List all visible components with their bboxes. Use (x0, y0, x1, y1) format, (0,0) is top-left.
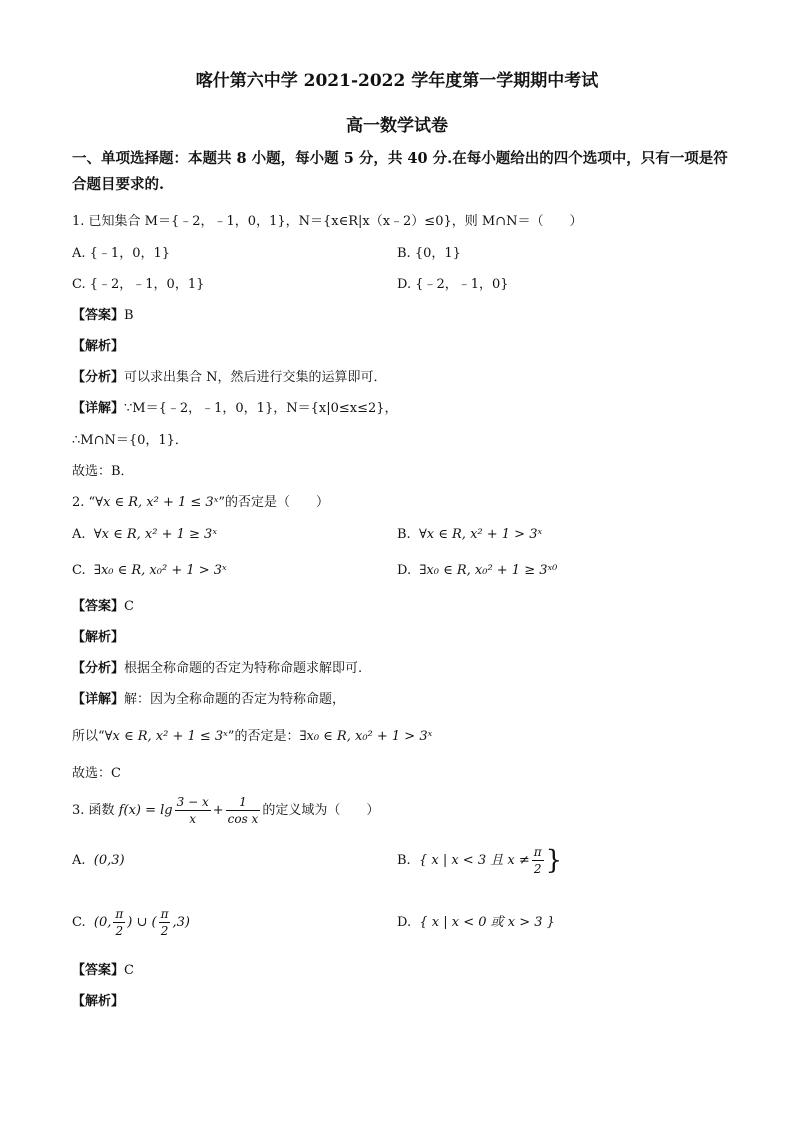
q2-stem-math: ∀x ∈ R, x² + 1 ≤ 3ˣ (95, 495, 219, 510)
q2-stem-pre: 2. “ (72, 495, 96, 510)
xiangjie-tag: 【详解】 (72, 401, 125, 416)
q3-option-b (397, 844, 562, 878)
q1-option-a: A. {﹣1，0，1} (72, 246, 171, 261)
frac-numerator: π (533, 845, 542, 859)
q1-option-c: C. {﹣2，﹣1，0，1} (72, 277, 205, 292)
opt-label: C. (72, 563, 86, 578)
brace-close: } (545, 845, 563, 876)
opt-label: C. (72, 915, 86, 930)
fenxi-tag: 【分析】 (72, 370, 125, 385)
frac-denominator: 2 (160, 924, 169, 938)
q2-stem (72, 494, 329, 512)
q1-xiangjie (72, 400, 398, 418)
answer-tag: 【答案】 (72, 963, 125, 978)
q2-fenxi (72, 660, 362, 678)
q2-result (72, 728, 432, 746)
plus-sign: + (212, 803, 224, 818)
q2-stem-post: ”的否定是（ ） (218, 495, 329, 510)
opt-label: A. (72, 853, 86, 868)
opt-math: ∀x ∈ R, x² + 1 ≥ 3ˣ (93, 527, 217, 542)
opt-math-part2: ) ∪ ( (127, 915, 157, 930)
q1-jiexi: 【解析】 (72, 339, 125, 354)
opt-math-part1: (0, (93, 915, 112, 930)
q2-xiangjie (72, 691, 345, 709)
q1-fenxi (72, 369, 387, 387)
fenxi-tag: 【分析】 (72, 661, 125, 676)
q2-result-mid: ”的否定是： (227, 729, 300, 744)
q2-result-math2: ∃x₀ ∈ R, x₀² + 1 > 3ˣ (299, 729, 433, 744)
q2-choose: 故选：C (72, 766, 121, 781)
opt-math-pre: { x | x < 3 且 x ≠ (418, 853, 530, 868)
q2-option-a (72, 526, 217, 544)
opt-label: B. (397, 527, 411, 542)
opt-math: (0,3) (93, 853, 125, 868)
opt-math-part3: ,3) (172, 915, 190, 930)
frac-denominator: x (189, 812, 197, 826)
opt-label: A. (72, 527, 86, 542)
pi-over-2 (159, 906, 171, 939)
frac-denominator: cos x (227, 812, 259, 826)
q3-jiexi: 【解析】 (72, 994, 125, 1009)
q2-option-d (397, 562, 557, 580)
opt-label: D. (397, 915, 412, 930)
q2-answer (72, 598, 134, 616)
opt-math: ∃x₀ ∈ R, x₀² + 1 > 3ˣ (93, 563, 227, 578)
q3-option-c (72, 906, 190, 940)
q3-fraction-1 (175, 794, 211, 827)
exam-subtitle: 高一数学试卷 (346, 116, 448, 136)
answer-value: C (124, 963, 134, 978)
q1-choose: 故选：B． (72, 464, 134, 479)
xiangjie-text: ∵M＝{﹣2，﹣1，0，1}，N＝{x|0≤x≤2}， (124, 401, 398, 416)
q3-stem-pre: 3. 函数 (72, 803, 115, 818)
exam-title: 喀什第六中学 2021-2022 学年度第一学期期中考试 (195, 71, 599, 91)
answer-value: C (124, 599, 134, 614)
opt-math: { x | x < 0 或 x > 3 } (419, 915, 555, 930)
frac-numerator: π (160, 907, 169, 921)
opt-label: B. (397, 853, 411, 868)
frac-numerator: 1 (226, 794, 261, 811)
answer-tag: 【答案】 (72, 308, 125, 323)
pi-over-2 (532, 844, 544, 877)
frac-denominator: 2 (533, 862, 542, 876)
q2-result-math1: ∀x ∈ R, x² + 1 ≤ 3ˣ (104, 729, 228, 744)
q1-result: ∴M∩N＝{0，1}． (72, 433, 188, 448)
q3-stem (72, 794, 379, 828)
q3-stem-post: 的定义域为（ ） (262, 803, 380, 818)
q2-option-c (72, 562, 227, 580)
answer-tag: 【答案】 (72, 599, 125, 614)
section-heading: 一、单项选择题：本题共 8 小题，每小题 5 分，共 40 分.在每小题给出的四个选项中，只有一项是符合题目要求的. (72, 150, 728, 193)
frac-denominator: 2 (115, 924, 124, 938)
q2-option-b (397, 526, 542, 544)
answer-value: B (124, 308, 134, 323)
q2-jiexi: 【解析】 (72, 630, 125, 645)
opt-label: D. (397, 563, 412, 578)
q3-function: f(x) = lg (118, 803, 173, 818)
q1-answer (72, 307, 134, 325)
xiangjie-tag: 【详解】 (72, 692, 125, 707)
fenxi-text: 根据全称命题的否定为特称命题求解即可. (124, 661, 363, 676)
q3-answer (72, 962, 134, 980)
q1-stem: 1. 已知集合 M＝{﹣2，﹣1，0，1}，N＝{x∈R|x（x﹣2）≤0}，则 M∩N＝（ ） (72, 214, 583, 229)
q3-fraction-2 (226, 794, 261, 827)
q2-result-pre: 所以“ (72, 729, 105, 744)
q3-option-d (397, 914, 555, 932)
q3-option-a (72, 852, 125, 870)
fenxi-text: 可以求出集合 N，然后进行交集的运算即可． (124, 370, 387, 385)
frac-numerator: 3 − x (176, 795, 209, 809)
q1-option-d: D. {﹣2，﹣1，0} (397, 277, 509, 292)
q1-option-b: B. {0，1} (397, 246, 461, 261)
opt-math: ∀x ∈ R, x² + 1 > 3ˣ (418, 527, 543, 542)
pi-over-2 (113, 906, 125, 939)
xiangjie-text: 解：因为全称命题的否定为特称命题， (124, 692, 346, 707)
frac-numerator: π (115, 907, 124, 921)
opt-math: ∃x₀ ∈ R, x₀² + 1 ≥ 3ˣ⁰ (419, 563, 558, 578)
